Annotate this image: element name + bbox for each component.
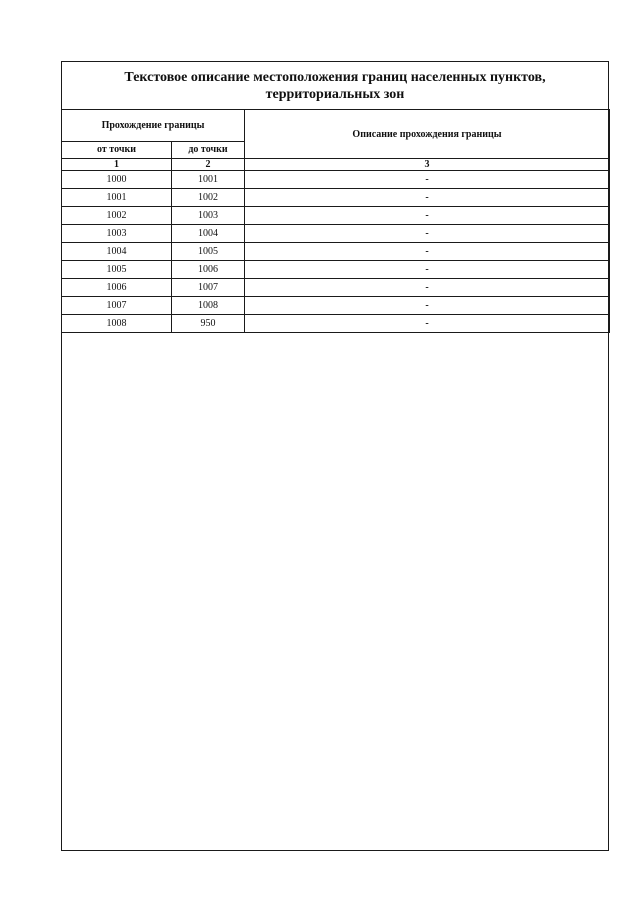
table-row	[62, 225, 610, 243]
column-number-3: 3	[245, 159, 610, 171]
cell-description: -	[245, 225, 610, 243]
cell-to: 1001	[172, 171, 245, 189]
title-line-1: Текстовое описание местоположения границ населенных пунктов,	[124, 69, 546, 85]
header-to-point: до точки	[172, 141, 245, 158]
document-title	[62, 62, 608, 110]
cell-to: 1005	[172, 243, 245, 261]
document-frame	[61, 61, 609, 851]
cell-from: 1006	[62, 279, 172, 297]
table-row	[62, 261, 610, 279]
table-row	[62, 171, 610, 189]
cell-to: 1004	[172, 225, 245, 243]
cell-from: 1003	[62, 225, 172, 243]
header-description: Описание прохождения границы	[245, 110, 610, 159]
cell-from: 1000	[62, 171, 172, 189]
title-line-2: территориальных зон	[265, 86, 405, 102]
cell-to: 1002	[172, 189, 245, 207]
cell-from: 1001	[62, 189, 172, 207]
cell-to: 1007	[172, 279, 245, 297]
cell-from: 1002	[62, 207, 172, 225]
header-boundary-passage: Прохождение границы	[62, 110, 245, 142]
cell-description: -	[245, 171, 610, 189]
cell-description: -	[245, 297, 610, 315]
cell-description: -	[245, 243, 610, 261]
cell-description: -	[245, 279, 610, 297]
table-row	[62, 315, 610, 333]
cell-description: -	[245, 189, 610, 207]
cell-to: 950	[172, 315, 245, 333]
table-row	[62, 207, 610, 225]
cell-description: -	[245, 207, 610, 225]
boundary-table	[61, 109, 610, 333]
cell-to: 1006	[172, 261, 245, 279]
cell-from: 1008	[62, 315, 172, 333]
table-row	[62, 279, 610, 297]
cell-to: 1008	[172, 297, 245, 315]
cell-from: 1004	[62, 243, 172, 261]
column-number-2: 2	[172, 159, 245, 171]
cell-from: 1005	[62, 261, 172, 279]
cell-description: -	[245, 261, 610, 279]
cell-description: -	[245, 315, 610, 333]
cell-from: 1007	[62, 297, 172, 315]
cell-to: 1003	[172, 207, 245, 225]
table-row	[62, 189, 610, 207]
column-number-1: 1	[62, 159, 172, 171]
header-from-point: от точки	[62, 141, 172, 158]
table-row	[62, 243, 610, 261]
table-row	[62, 297, 610, 315]
